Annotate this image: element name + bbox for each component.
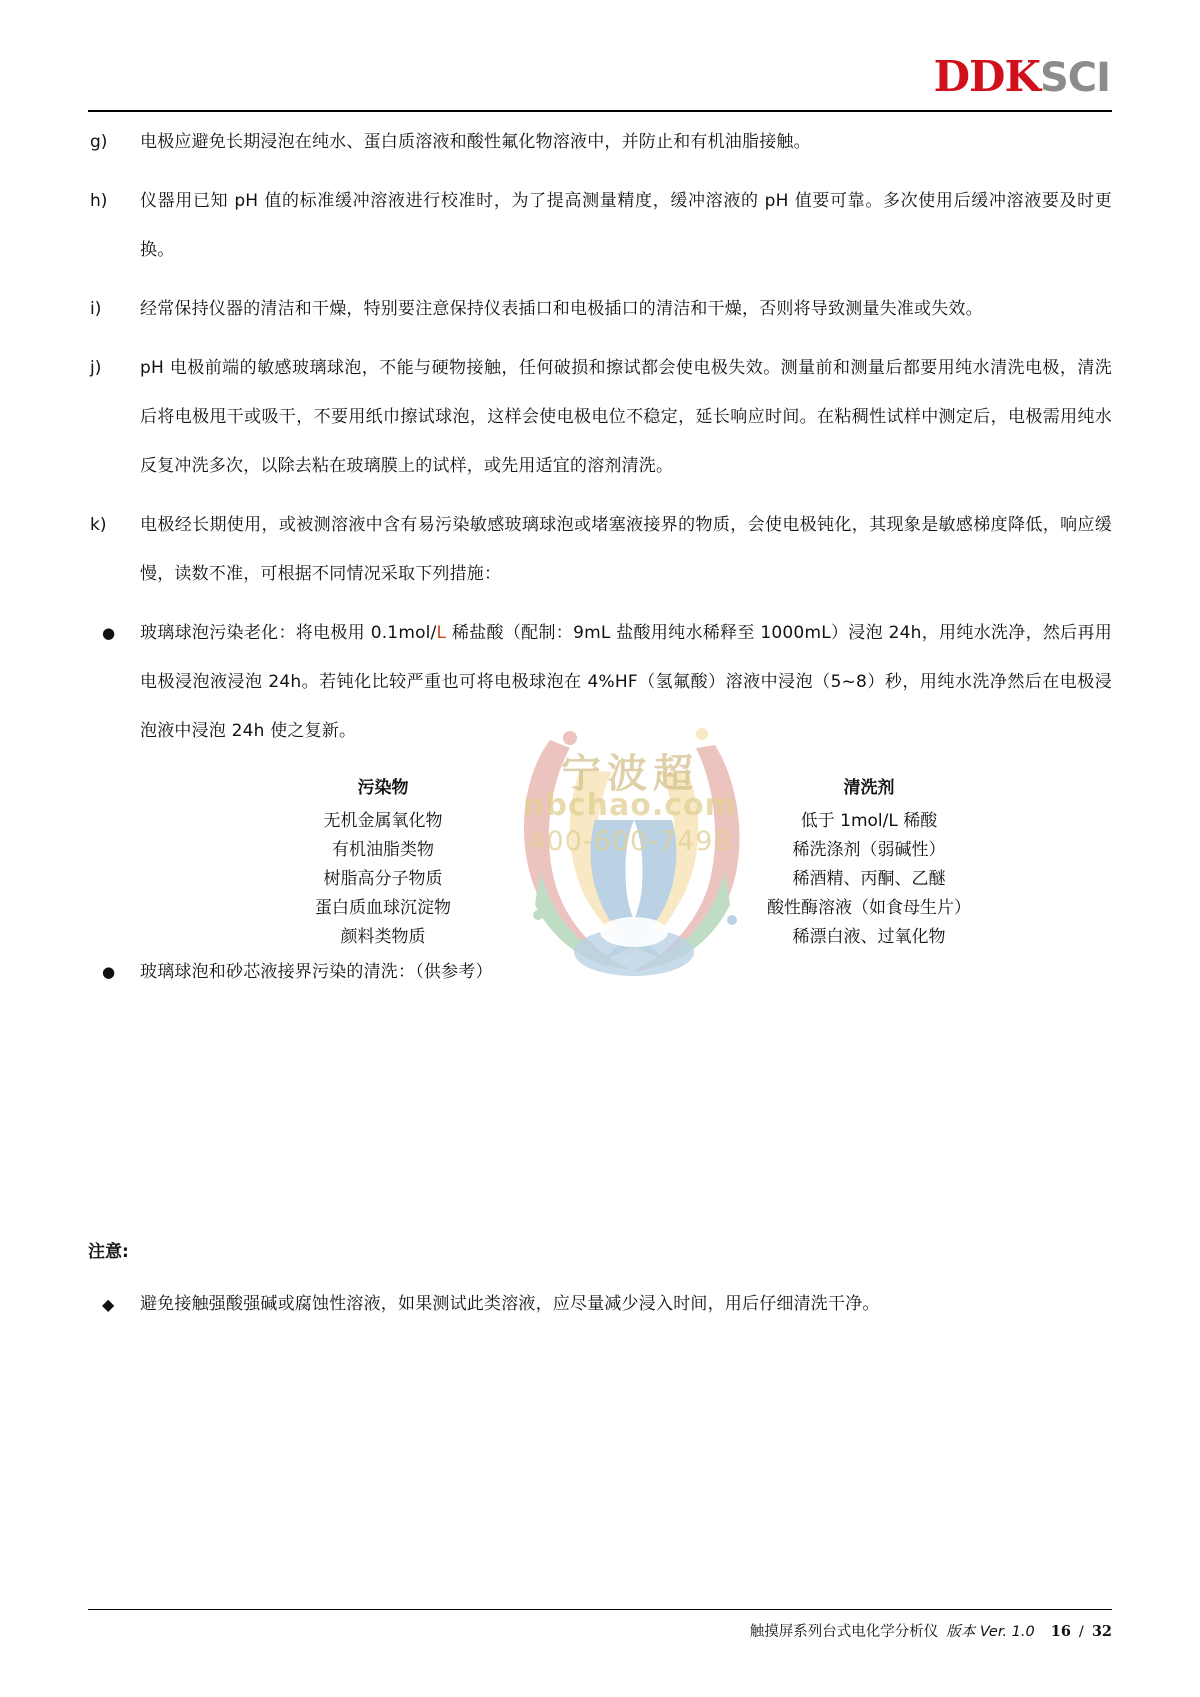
header-divider bbox=[88, 110, 1112, 112]
contaminant-cleaner-table bbox=[140, 774, 1112, 952]
table-cell-cleaner: 低于 1mol/L 稀酸 bbox=[800, 811, 938, 831]
bullet-text-measure bbox=[140, 609, 1112, 756]
list-marker-j: j) bbox=[90, 358, 102, 378]
list-marker-k: k) bbox=[90, 515, 107, 535]
list-text-k: 电极经长期使用，或被测溶液中含有易污染敏感玻璃球泡或堵塞液接界的物质，会使电极钝化，其现象是敏感梯度降低，响应缓慢，读数不准，可根据不同情况采取下列措施： bbox=[140, 515, 1112, 584]
watermark-chinese-text: 宁波超 bbox=[561, 751, 699, 797]
table-cell-contaminant: 树脂高分子物质 bbox=[323, 869, 443, 889]
table-cell-cleaner: 稀漂白液、过氧化物 bbox=[792, 927, 946, 947]
ddksci-logo bbox=[933, 52, 1110, 101]
bullet-item-measure bbox=[88, 609, 1112, 756]
bullet-item-cleaning bbox=[88, 948, 1112, 997]
bullet-text-measure-highlight: L bbox=[436, 623, 447, 643]
list-marker-g: g) bbox=[90, 132, 108, 152]
list-item-j bbox=[88, 344, 1112, 491]
table-cell-cleaner: 稀洗涤剂（弱碱性） bbox=[792, 840, 946, 860]
footer-divider bbox=[88, 1609, 1112, 1610]
table-row bbox=[140, 865, 1112, 894]
bullet-text-measure-part2: 稀盐酸（配制：9mL 盐酸用纯水稀释至 1000mL）浸泡 24h，用纯水洗净，然后再用电极浸泡液浸泡 24h。若钝化比较严重也可将电极球泡在 4%HF（氢氟酸）溶液中浸泡（5~8）秒，用纯水洗净然后在电极浸泡液中浸泡 24h 使之复新。 bbox=[140, 623, 1112, 741]
list-text-i: 经常保持仪器的清洁和干燥，特别要注意保持仪表插口和电极插口的清洁和干燥，否则将导致测量失准或失效。 bbox=[140, 299, 983, 319]
list-marker-h: h) bbox=[90, 191, 108, 211]
notice-title: 注意: bbox=[88, 1242, 129, 1262]
table-row bbox=[140, 807, 1112, 836]
list-item-i bbox=[88, 285, 1112, 334]
table-row bbox=[140, 894, 1112, 923]
footer-text bbox=[88, 1620, 1112, 1641]
footer-page-number: 16 bbox=[1050, 1623, 1071, 1640]
list-text-h: 仪器用已知 pH 值的标准缓冲溶液进行校准时，为了提高测量精度，缓冲溶液的 pH 值要可靠。多次使用后缓冲溶液要及时更换。 bbox=[140, 191, 1112, 260]
logo-secondary-text: SCI bbox=[1039, 55, 1110, 101]
watermark-phone-text: 400-600-7498 bbox=[528, 826, 732, 857]
table-row bbox=[140, 923, 1112, 952]
bullet-text-cleaning: 玻璃球泡和砂芯液接界污染的清洗：（供参考） bbox=[140, 962, 493, 982]
bullet-marker-measure: ● bbox=[102, 624, 116, 642]
content-spacer bbox=[88, 1007, 1112, 1237]
list-item-h bbox=[88, 177, 1112, 275]
footer-page-separator: / bbox=[1078, 1624, 1084, 1640]
notice-text: 避免接触强酸强碱或腐蚀性溶液，如果测试此类溶液，应尽量减少浸入时间，用后仔细清洗干净。 bbox=[140, 1294, 880, 1314]
notice-marker-diamond: ◆ bbox=[102, 1295, 115, 1314]
footer-doc-title: 触摸屏系列台式电化学分析仪 bbox=[749, 1624, 939, 1640]
footer-total-pages: 32 bbox=[1091, 1623, 1112, 1640]
bullet-marker-cleaning: ● bbox=[102, 963, 116, 981]
table-cell-cleaner: 稀酒精、丙酮、乙醚 bbox=[792, 869, 946, 889]
list-item-k bbox=[88, 501, 1112, 599]
logo-primary-text: DDK bbox=[933, 52, 1040, 101]
notice-item bbox=[88, 1280, 1112, 1329]
contaminant-cleaner-table-block bbox=[88, 774, 1112, 952]
list-marker-i: i) bbox=[90, 299, 102, 319]
watermark-site-text: nbchao.com bbox=[523, 788, 737, 823]
page-header bbox=[0, 0, 1200, 112]
footer-version: 版本 Ver. 1.0 bbox=[946, 1624, 1035, 1640]
table-cell-cleaner: 酸性酶溶液（如食母生片） bbox=[767, 898, 971, 918]
table-row bbox=[140, 836, 1112, 865]
list-item-g bbox=[88, 118, 1112, 167]
table-cell-contaminant: 有机油脂类物 bbox=[332, 840, 434, 860]
page-footer bbox=[88, 1609, 1112, 1641]
table-header-contaminant: 污染物 bbox=[357, 778, 409, 798]
page-content bbox=[88, 118, 1112, 1339]
table-cell-contaminant: 蛋白质血球沉淀物 bbox=[315, 898, 451, 918]
table-cell-contaminant: 无机金属氧化物 bbox=[323, 811, 443, 831]
table-header-cleaner: 清洗剂 bbox=[843, 778, 895, 798]
table-cell-contaminant: 颜料类物质 bbox=[340, 927, 426, 947]
list-text-j: pH 电极前端的敏感玻璃球泡，不能与硬物接触，任何破损和擦试都会使电极失效。测量前和测量后都要用纯水清洗电极，清洗后将电极甩干或吸干，不要用纸巾擦试球泡，这样会使电极电位不稳定，延长响应时间。在粘稠性试样中测定后，电极需用纯水反复冲洗多次，以除去粘在玻璃膜上的试样，或先用适宜的溶剂清洗。 bbox=[140, 358, 1112, 476]
table-header-row bbox=[140, 774, 1112, 807]
list-text-g: 电极应避免长期浸泡在纯水、蛋白质溶液和酸性氟化物溶液中，并防止和有机油脂接触。 bbox=[140, 132, 811, 152]
bullet-text-measure-part1: 玻璃球泡污染老化：将电极用 0.1mol/ bbox=[140, 623, 437, 643]
